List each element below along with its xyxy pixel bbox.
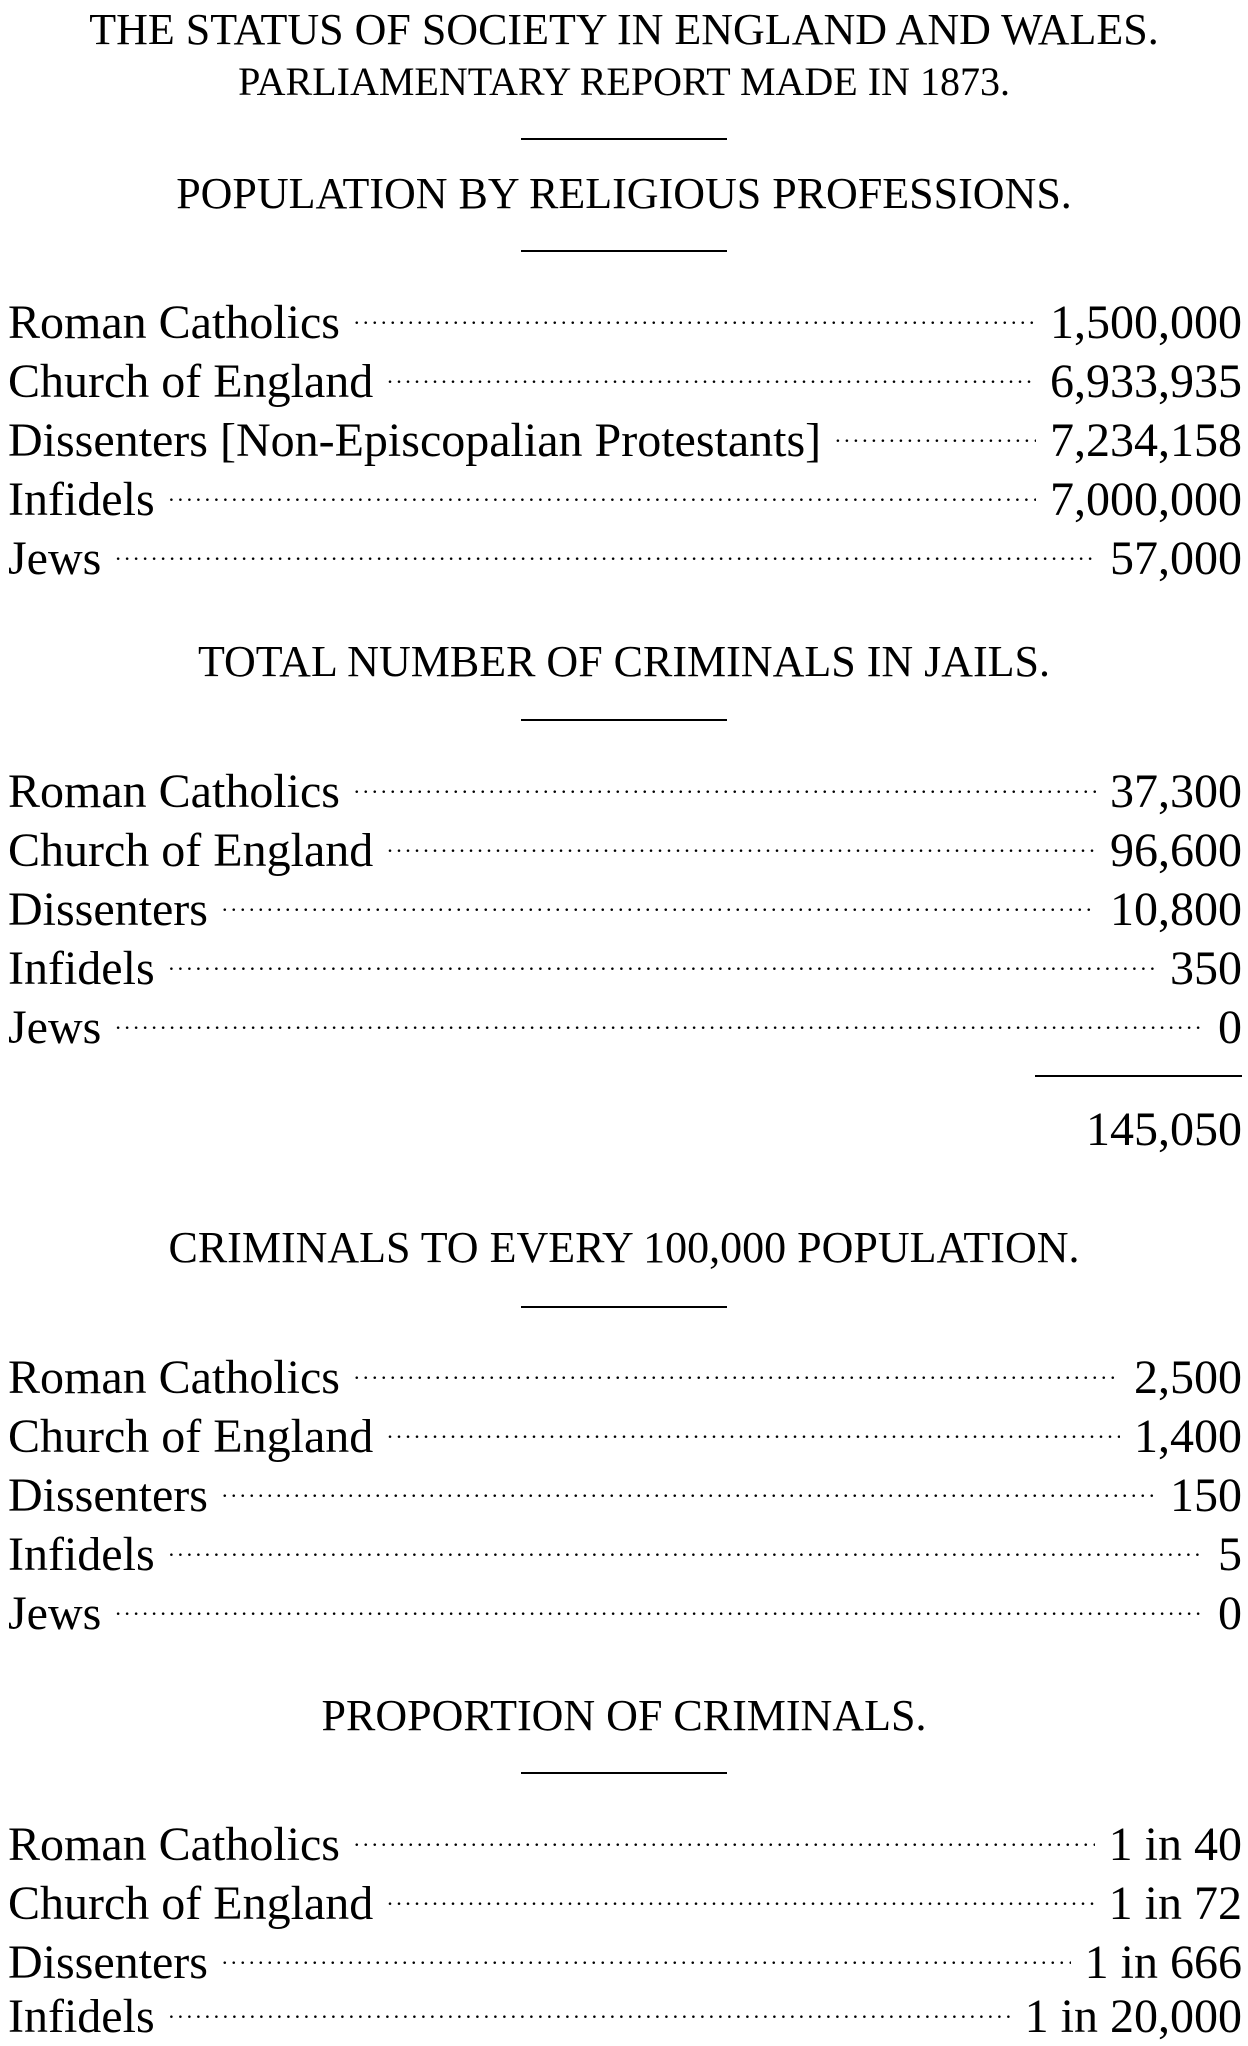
- dot-leader: [169, 1512, 1204, 1570]
- table-row: [8, 457, 1242, 526]
- row-label: Infidels: [8, 1528, 155, 1581]
- table-row: [8, 516, 1242, 585]
- table-row: [8, 1974, 1242, 2043]
- table-row: [8, 398, 1242, 467]
- dot-leader: [387, 1394, 1120, 1452]
- section-heading-proportion-of-criminals: PROPORTION OF CRIMINALS.: [321, 1691, 927, 1740]
- table-row: [8, 808, 1242, 877]
- dot-leader: [387, 339, 1036, 397]
- row-label: Infidels: [8, 942, 155, 995]
- row-label: Roman Catholics: [8, 1818, 340, 1871]
- row-value: 1 in 72: [1108, 1877, 1242, 1930]
- divider-rule: [521, 719, 727, 721]
- row-value: 2,500: [1134, 1351, 1242, 1404]
- row-value: 150: [1170, 1469, 1242, 1522]
- row-value: 1,500,000: [1050, 296, 1242, 349]
- row-label: Church of England: [8, 824, 374, 877]
- row-value: 5: [1218, 1528, 1242, 1581]
- total-value: 145,050: [1086, 1103, 1242, 1156]
- dot-leader: [115, 1571, 1204, 1629]
- row-label: Infidels: [8, 473, 155, 526]
- table-row: [8, 1861, 1242, 1930]
- dot-leader: [387, 808, 1096, 866]
- table-row: [8, 749, 1242, 818]
- dot-leader: [115, 516, 1096, 574]
- row-label: Jews: [8, 532, 102, 585]
- document-subtitle: PARLIAMENTARY REPORT MADE IN 1873.: [238, 59, 1010, 104]
- row-label: Dissenters: [8, 883, 208, 936]
- row-value: 7,234,158: [1050, 414, 1242, 467]
- section-heading-population: POPULATION BY RELIGIOUS PROFESSIONS.: [176, 169, 1072, 218]
- row-label: Infidels: [8, 1990, 155, 2043]
- section-heading-criminals-in-jails: TOTAL NUMBER OF CRIMINALS IN JAILS.: [197, 637, 1051, 686]
- table-row: [8, 280, 1242, 349]
- row-label: Roman Catholics: [8, 296, 340, 349]
- dot-leader: [354, 1335, 1120, 1393]
- row-label: Roman Catholics: [8, 1351, 340, 1404]
- dot-leader: [354, 1802, 1095, 1860]
- row-value: 0: [1218, 1001, 1242, 1054]
- row-value: 7,000,000: [1050, 473, 1242, 526]
- dot-leader: [354, 280, 1036, 338]
- table-row: [8, 926, 1242, 995]
- dot-leader: [387, 1861, 1094, 1919]
- table-row: [8, 1394, 1242, 1463]
- dot-leader: [169, 457, 1036, 515]
- row-label: Dissenters: [8, 1469, 208, 1522]
- row-label: Dissenters [Non-Episcopalian Protestants]: [8, 414, 822, 467]
- row-value: 96,600: [1110, 824, 1242, 877]
- divider-rule: [521, 1772, 727, 1774]
- total-rule: [1035, 1075, 1242, 1077]
- dot-leader: [222, 1920, 1071, 1978]
- dot-leader: [169, 1974, 1011, 2032]
- divider-rule: [521, 1306, 727, 1308]
- row-label: Jews: [8, 1587, 102, 1640]
- row-value: 1 in 20,000: [1024, 1990, 1242, 2043]
- table-row: [8, 1571, 1242, 1640]
- dot-leader: [354, 749, 1096, 807]
- row-value: 1 in 40: [1108, 1818, 1242, 1871]
- row-label: Church of England: [8, 1410, 374, 1463]
- table-row: [8, 1335, 1242, 1404]
- row-value: 37,300: [1110, 765, 1242, 818]
- table-row: [8, 1802, 1242, 1871]
- row-value: 10,800: [1110, 883, 1242, 936]
- table-row: [8, 1512, 1242, 1581]
- row-label: Church of England: [8, 1877, 374, 1930]
- row-value: 6,933,935: [1050, 355, 1242, 408]
- table-row: [8, 867, 1242, 936]
- dot-leader: [835, 398, 1036, 456]
- row-value: 350: [1170, 942, 1242, 995]
- row-value: 0: [1218, 1587, 1242, 1640]
- document-title: THE STATUS OF SOCIETY IN ENGLAND AND WALES.: [89, 5, 1159, 54]
- row-label: Church of England: [8, 355, 374, 408]
- dot-leader: [169, 926, 1156, 984]
- section-heading-criminals-per-100000: CRIMINALS TO EVERY 100,000 POPULATION.: [168, 1223, 1080, 1272]
- row-label: Jews: [8, 1001, 102, 1054]
- divider-rule: [521, 250, 727, 252]
- dot-leader: [115, 985, 1204, 1043]
- row-label: Roman Catholics: [8, 765, 340, 818]
- row-label: Dissenters: [8, 1936, 208, 1989]
- table-row: [8, 1453, 1242, 1522]
- divider-rule: [521, 138, 727, 140]
- table-row: [8, 1920, 1242, 1989]
- dot-leader: [222, 867, 1096, 925]
- table-row: [8, 339, 1242, 408]
- row-value: 1,400: [1134, 1410, 1242, 1463]
- row-value: 57,000: [1110, 532, 1242, 585]
- row-value: 1 in 666: [1084, 1936, 1242, 1989]
- dot-leader: [222, 1453, 1156, 1511]
- table-row: [8, 985, 1242, 1054]
